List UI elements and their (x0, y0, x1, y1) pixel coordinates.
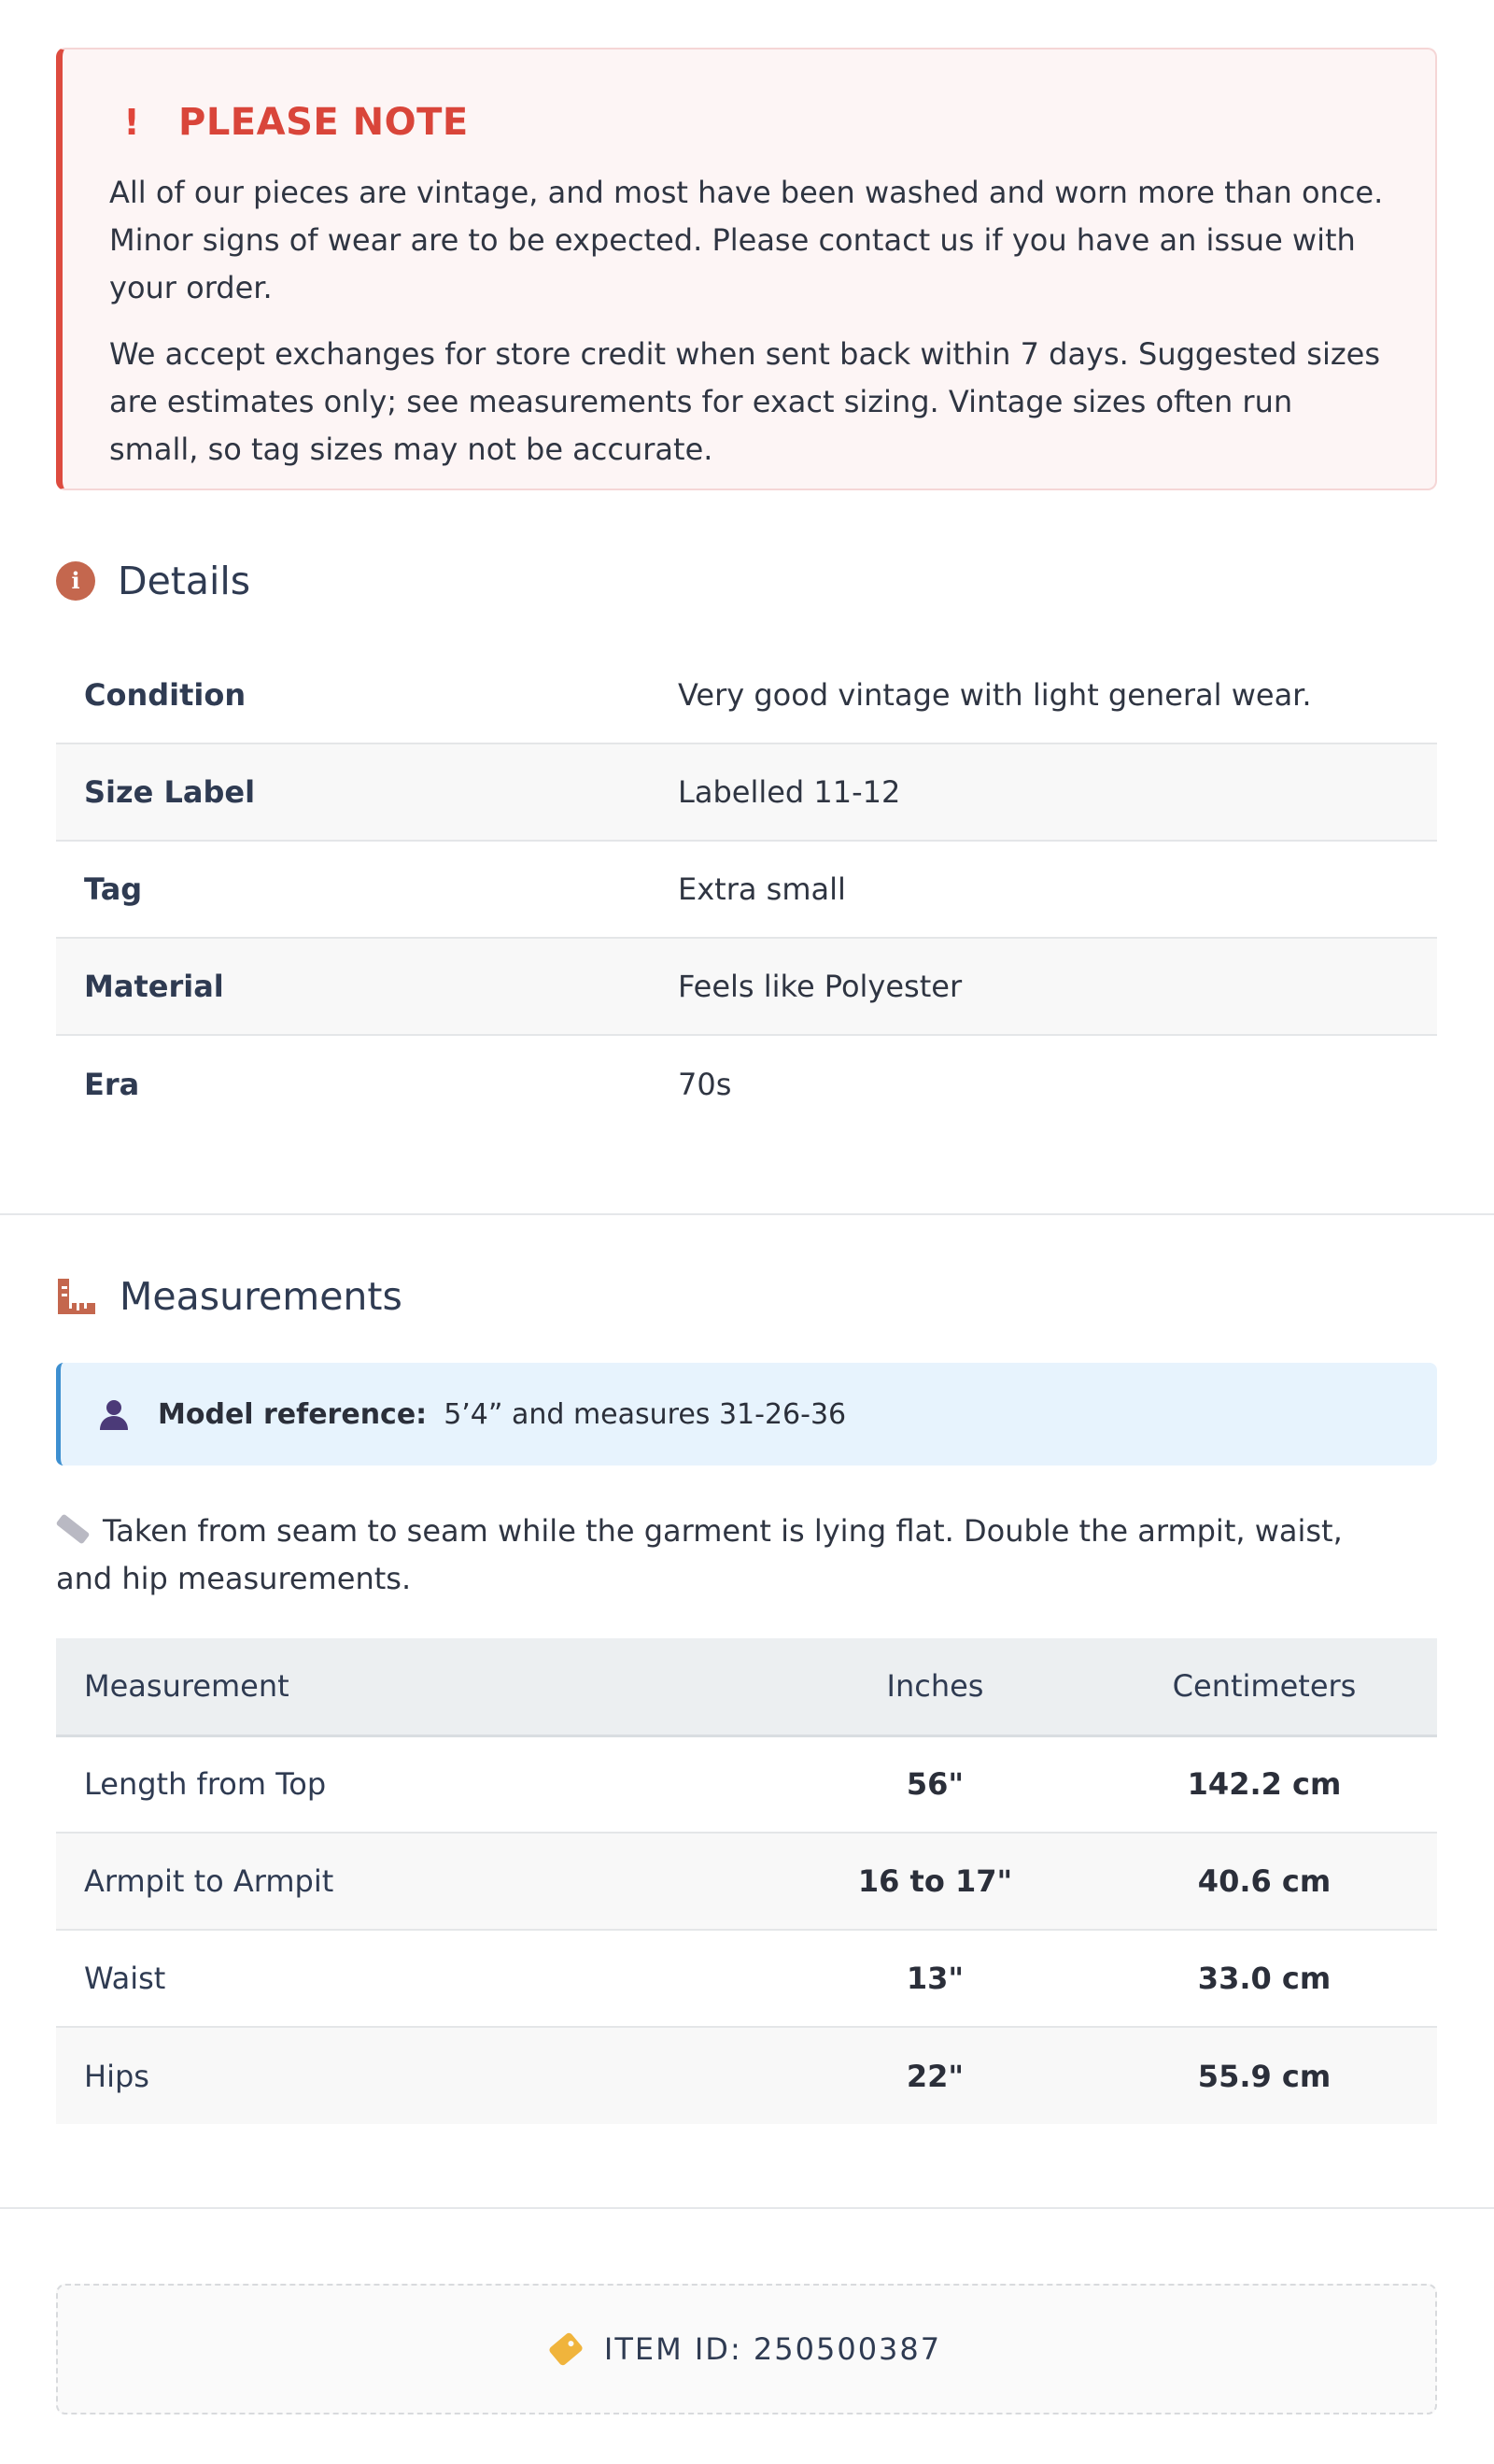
ruler-icon (56, 1277, 97, 1316)
tag-icon (548, 2331, 584, 2367)
details-header (56, 559, 250, 603)
measurement-cm: 33.0 cm (1092, 1930, 1437, 2027)
detail-label: Tag (56, 841, 678, 938)
table-row (56, 646, 1437, 743)
table-row (56, 743, 1437, 841)
table-header-row (56, 1638, 1437, 1735)
table-row (56, 841, 1437, 938)
section-divider (0, 2207, 1494, 2209)
detail-label: Size Label (56, 743, 678, 841)
please-note-notice (56, 48, 1437, 490)
notice-title: PLEASE NOTE (178, 101, 469, 144)
measurement-inches: 56" (779, 1735, 1092, 1833)
measurement-name: Hips (56, 2027, 779, 2124)
column-header: Inches (779, 1638, 1092, 1735)
measurement-inches: 22" (779, 2027, 1092, 2124)
table-row (56, 2027, 1437, 2124)
measurements-header (56, 1274, 402, 1319)
model-reference-box (56, 1363, 1437, 1466)
detail-value: 70s (678, 1066, 732, 1102)
measurement-cm: 142.2 cm (1092, 1735, 1437, 1833)
notice-paragraph-1: All of our pieces are vintage, and most have been washed and worn more than once. Minor signs of wear are to be expected. Please contact us if you have an issue with your order. (109, 175, 1384, 305)
measurements-title: Measurements (120, 1274, 402, 1319)
detail-value: Extra small (678, 841, 1437, 938)
table-row (56, 1735, 1437, 1833)
column-header: Measurement (56, 1638, 779, 1735)
detail-label: Material (56, 938, 678, 1035)
table-row (56, 1035, 1437, 1132)
measurement-note-text: Taken from seam to seam while the garment is lying flat. Double the armpit, waist, and hip measurements. (56, 1513, 1343, 1596)
measurements-table (56, 1638, 1437, 2124)
section-divider (0, 1213, 1494, 1215)
model-reference-value: 5’4” and measures 31-26-36 (444, 1397, 847, 1431)
item-id-box (56, 2284, 1437, 2414)
exclamation-icon: ! (123, 102, 140, 143)
measurement-inches: 16 to 17" (779, 1833, 1092, 1930)
model-reference-label: Model reference: (158, 1397, 428, 1431)
table-row (56, 938, 1437, 1035)
straight-ruler-icon (56, 1513, 91, 1544)
measurement-name: Length from Top (56, 1735, 779, 1833)
detail-value: Feels like Polyester (678, 938, 1437, 1035)
detail-label: Condition (56, 646, 678, 743)
measurement-note (56, 1508, 1401, 1603)
person-icon (98, 1397, 130, 1431)
notice-paragraph-2: We accept exchanges for store credit when sent back within 7 days. Suggested sizes are estimates only; see measurements for exact sizing. Vintage sizes often run small, so tag sizes may not be accurate. (109, 336, 1381, 467)
table-row (56, 1833, 1437, 1930)
detail-label: Era (84, 1066, 140, 1102)
details-title: Details (118, 559, 251, 603)
measurement-name: Armpit to Armpit (56, 1833, 779, 1930)
notice-header (109, 101, 1388, 144)
detail-value: Labelled 11-12 (678, 743, 1437, 841)
table-row (56, 1930, 1437, 2027)
item-id-text: ITEM ID: 250500387 (603, 2331, 942, 2367)
measurement-cm: 55.9 cm (1092, 2027, 1437, 2124)
column-header: Centimeters (1092, 1638, 1437, 1735)
measurement-name: Waist (56, 1930, 779, 2027)
details-table (56, 646, 1437, 1132)
info-icon: i (56, 561, 95, 601)
detail-value: Very good vintage with light general wear. (678, 646, 1437, 743)
measurement-inches: 13" (779, 1930, 1092, 2027)
measurement-cm: 40.6 cm (1092, 1833, 1437, 1930)
